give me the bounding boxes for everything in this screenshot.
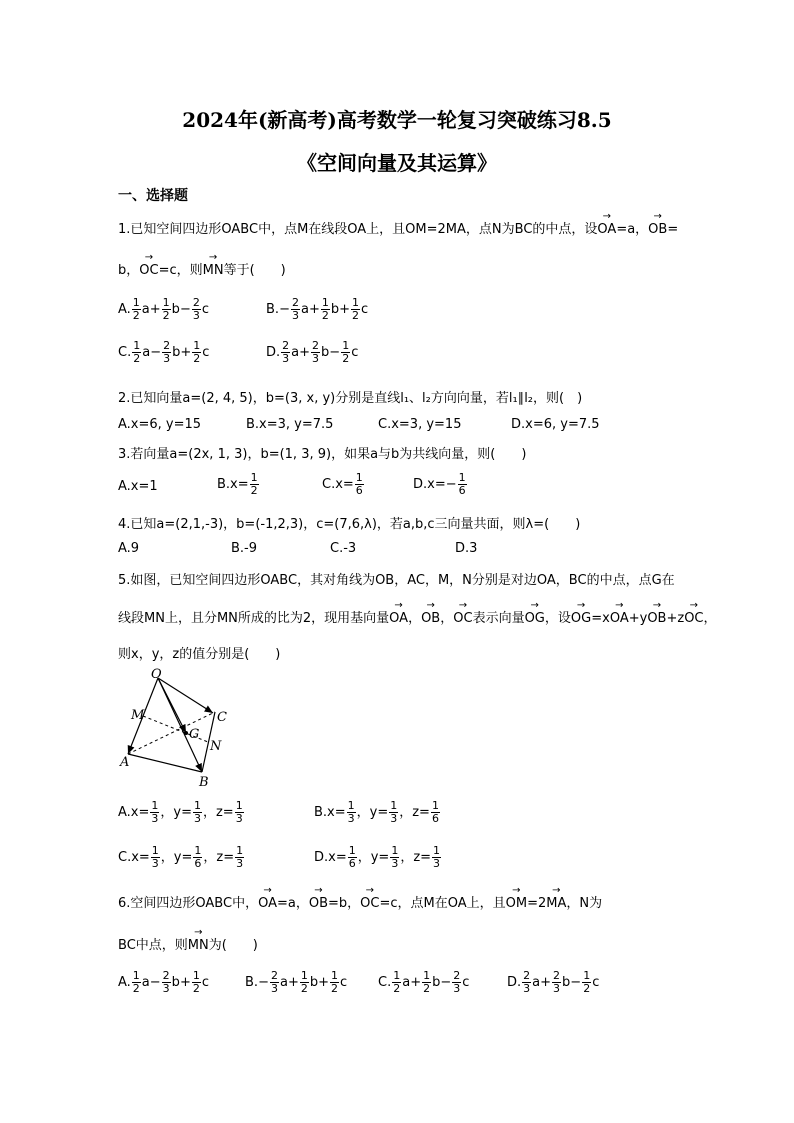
fraction: $\frac{1}{2}$ xyxy=(321,296,329,322)
label-c: C xyxy=(217,710,227,725)
fraction: $\frac{2}{3}$ xyxy=(192,296,200,322)
option-text: C.x= xyxy=(322,477,354,492)
fraction: $\frac{1}{2}$ xyxy=(132,969,140,995)
option-letter: A. xyxy=(118,975,131,990)
var: b xyxy=(309,975,319,990)
vector-oa: → OA xyxy=(597,222,616,237)
label-b: B xyxy=(199,775,209,790)
var: c xyxy=(592,975,600,990)
q6-option-c xyxy=(378,970,469,995)
q5-option-a xyxy=(118,800,245,825)
q1-text: =a， xyxy=(616,222,649,237)
var: b xyxy=(330,302,340,317)
q1-text: b， xyxy=(118,263,140,278)
option-text: D.x= xyxy=(314,850,347,865)
var: a xyxy=(279,975,288,990)
q4-option-a: A.9 xyxy=(118,541,140,556)
option-letter: A. xyxy=(118,302,131,317)
vector-oc: → OC xyxy=(360,896,379,911)
q5-text: 线段MN上，且分MN所成的比为2，现用基向量 xyxy=(118,611,390,626)
q5-text: ，设 xyxy=(544,611,571,626)
fraction: $\frac{2}{3}$ xyxy=(282,339,290,365)
vector-ob: → OB xyxy=(647,611,666,626)
fraction: $\frac{1}{3}$ xyxy=(151,844,159,870)
section-heading: 一、选择题 xyxy=(118,188,188,204)
fraction: $\frac{2}{3}$ xyxy=(453,969,461,995)
option-text: ，y= xyxy=(160,850,193,865)
point-g xyxy=(184,731,188,735)
option-letter: C. xyxy=(378,975,392,990)
fraction: $\frac{1}{2}$ xyxy=(250,471,258,497)
fraction: $\frac{1}{6}$ xyxy=(355,471,363,497)
label-a: A xyxy=(120,755,130,770)
q6-text: 6.空间四边形OABC中， xyxy=(118,896,259,911)
vector-ob: → OB xyxy=(648,222,667,237)
q6-stem-line1 xyxy=(118,892,602,911)
op: + xyxy=(149,302,161,317)
fraction: $\frac{1}{2}$ xyxy=(133,339,141,365)
op: + xyxy=(308,302,320,317)
option-text: C.x= xyxy=(118,850,150,865)
q5-option-d xyxy=(314,845,442,870)
vector-og: → OG xyxy=(525,611,545,626)
q5-text: 表示向量 xyxy=(472,611,525,626)
var: c xyxy=(462,975,470,990)
var: a xyxy=(141,975,150,990)
vector-ma: → MA xyxy=(546,896,566,911)
q5-text: +y xyxy=(628,611,648,626)
q5-option-b xyxy=(314,800,441,825)
fraction: $\frac{1}{2}$ xyxy=(300,969,308,995)
q5-option-c xyxy=(118,845,245,870)
q5-text: +z xyxy=(666,611,685,626)
fraction: $\frac{2}{3}$ xyxy=(270,969,278,995)
fraction: $\frac{1}{3}$ xyxy=(236,844,244,870)
label-m: M xyxy=(131,708,145,723)
q2-option-a: A.x=6, y=15 xyxy=(118,417,202,432)
option-letter: B. xyxy=(266,302,280,317)
fraction: $\frac{1}{2}$ xyxy=(352,296,360,322)
op: − xyxy=(150,345,162,360)
var: b xyxy=(562,975,571,990)
fraction: $\frac{1}{6}$ xyxy=(194,844,202,870)
var: b xyxy=(171,975,180,990)
fraction: $\frac{1}{6}$ xyxy=(348,844,356,870)
q1-stem-line1 xyxy=(118,218,678,237)
op: + xyxy=(180,345,192,360)
var: c xyxy=(201,975,209,990)
q4-option-b: B.-9 xyxy=(231,541,258,556)
q6-option-d xyxy=(507,970,599,995)
q2-option-b: B.x=3, y=7.5 xyxy=(246,417,334,432)
q4-stem: 4.已知a=(2,1,-3)，b=(-1,2,3)，c=(7,6,λ)，若a,b,c三向量共面，则λ=( ) xyxy=(118,517,581,532)
option-text: D.x=− xyxy=(413,477,457,492)
var: b xyxy=(171,302,180,317)
var: b xyxy=(172,345,181,360)
var: a xyxy=(291,345,300,360)
fraction: $\frac{1}{2}$ xyxy=(342,339,350,365)
option-text: B.x= xyxy=(314,805,346,820)
option-letter: D. xyxy=(266,345,281,360)
q1-option-c xyxy=(118,340,209,365)
q1-text: 等于( ) xyxy=(223,263,286,278)
var: a xyxy=(300,302,309,317)
q2-option-d: D.x=6, y=7.5 xyxy=(511,417,600,432)
fraction: $\frac{1}{2}$ xyxy=(162,296,170,322)
var: c xyxy=(361,302,369,317)
fraction: $\frac{1}{3}$ xyxy=(193,799,201,825)
fraction: $\frac{2}{3}$ xyxy=(163,339,171,365)
label-n: N xyxy=(210,739,222,754)
var: b xyxy=(432,975,441,990)
q6-option-b xyxy=(245,970,347,995)
op: − xyxy=(149,975,161,990)
tetrahedron-diagram xyxy=(118,668,238,790)
var: a xyxy=(402,975,411,990)
option-letter: D. xyxy=(507,975,522,990)
q6-option-a xyxy=(118,970,209,995)
op: + xyxy=(318,975,330,990)
label-g: G xyxy=(189,727,200,742)
vector-og: → OG xyxy=(571,611,591,626)
q1-option-a xyxy=(118,297,209,322)
var: a xyxy=(532,975,541,990)
q3-option-b xyxy=(217,472,260,497)
edge-ab xyxy=(128,754,202,772)
op: − xyxy=(258,975,269,990)
q6-text: =c，点M在OA上，且 xyxy=(379,896,506,911)
q1-stem-line2 xyxy=(118,259,286,278)
fraction: $\frac{1}{3}$ xyxy=(151,799,159,825)
vector-mn: → MN xyxy=(203,263,224,278)
label-o: O xyxy=(151,668,162,682)
q4-option-d: D.3 xyxy=(455,541,478,556)
vector-oc: → OC xyxy=(684,611,703,626)
op: + xyxy=(410,975,422,990)
fraction: $\frac{1}{2}$ xyxy=(423,969,431,995)
fraction: $\frac{1}{2}$ xyxy=(331,969,339,995)
vector-oa: → OA xyxy=(610,611,629,626)
vector-oc: → OC xyxy=(139,263,158,278)
op: + xyxy=(299,345,311,360)
fraction: $\frac{1}{3}$ xyxy=(347,799,355,825)
op: + xyxy=(540,975,552,990)
vector-oc: → OC xyxy=(453,611,472,626)
op: + xyxy=(179,975,191,990)
option-text: ，y= xyxy=(356,805,389,820)
op: − xyxy=(570,975,582,990)
doc-title-line2: 《空间向量及其运算》 xyxy=(297,151,497,175)
var: b xyxy=(321,345,330,360)
q6-text: BC中点，则 xyxy=(118,938,188,953)
op: − xyxy=(329,345,341,360)
q4-option-c: C.-3 xyxy=(330,541,357,556)
var: c xyxy=(201,302,209,317)
vector-ob: → OB xyxy=(421,611,440,626)
q3-stem: 3.若向量a=(2x, 1, 3)，b=(1, 3, 9)，如果a与b为共线向量，则( ) xyxy=(118,447,527,462)
doc-title-line1: 2024年(新高考)高考数学一轮复习突破练习8.5 xyxy=(182,108,612,132)
q2-stem: 2.已知向量a=(2, 4, 5)，b=(3, x, y)分别是直线l₁、l₂方向向量，若l₁∥l₂，则( ) xyxy=(118,391,583,406)
q6-stem-line2 xyxy=(118,934,258,953)
q1-option-b xyxy=(266,297,368,322)
fraction: $\frac{1}{6}$ xyxy=(458,471,466,497)
option-letter: C. xyxy=(118,345,132,360)
fraction: $\frac{1}{2}$ xyxy=(193,339,201,365)
fraction: $\frac{1}{3}$ xyxy=(390,799,398,825)
fraction: $\frac{1}{2}$ xyxy=(192,969,200,995)
fraction: $\frac{1}{6}$ xyxy=(431,799,439,825)
q1-text: =c，则 xyxy=(158,263,203,278)
op: − xyxy=(440,975,452,990)
tetrahedron-figure xyxy=(118,668,238,790)
q5-stem-line2 xyxy=(118,607,717,626)
q6-text: ，N为 xyxy=(566,896,603,911)
fraction: $\frac{1}{2}$ xyxy=(132,296,140,322)
fraction: $\frac{1}{3}$ xyxy=(433,844,441,870)
option-text: ，y= xyxy=(160,805,192,820)
q5-stem-line3: 则x，y，z的值分别是( ) xyxy=(118,647,281,662)
option-text: A.x= xyxy=(118,805,150,820)
op: − xyxy=(179,302,191,317)
q5-stem-line1: 5.如图，已知空间四边形OABC，其对角线为OB，AC，M，N分别是对边OA，BC的中点，点G在 xyxy=(118,573,675,588)
vector-oa: → OA xyxy=(389,611,408,626)
var: a xyxy=(141,302,150,317)
q1-text: 1.已知空间四边形OABC中，点M在线段OA上，且OM=2MA，点N为BC的中点，设 xyxy=(118,222,598,237)
var: c xyxy=(340,975,348,990)
q6-text: =2 xyxy=(527,896,547,911)
q3-option-a: A.x=1 xyxy=(118,479,158,494)
var: c xyxy=(351,345,359,360)
option-text: ，z= xyxy=(400,850,432,865)
option-text: ，z= xyxy=(399,805,430,820)
op: + xyxy=(287,975,299,990)
option-letter: B. xyxy=(245,975,259,990)
op: − xyxy=(279,302,290,317)
q1-option-d xyxy=(266,340,358,365)
q5-text: ， xyxy=(408,611,422,626)
op: + xyxy=(339,302,351,317)
q1-text: = xyxy=(667,222,679,237)
option-text: ，y= xyxy=(357,850,390,865)
vector-mn: → MN xyxy=(188,938,209,953)
option-text: B.x= xyxy=(217,477,249,492)
option-text: ，z= xyxy=(203,850,235,865)
q3-option-d xyxy=(413,472,468,497)
q5-text: ， xyxy=(703,611,717,626)
fraction: $\frac{2}{3}$ xyxy=(553,969,561,995)
var: c xyxy=(202,345,210,360)
fraction: $\frac{1}{2}$ xyxy=(583,969,591,995)
vector-om: → OM xyxy=(506,896,527,911)
var: a xyxy=(142,345,151,360)
vector-ob: → OB xyxy=(309,896,328,911)
fraction: $\frac{1}{3}$ xyxy=(391,844,399,870)
q5-text: =x xyxy=(591,611,610,626)
fraction: $\frac{2}{3}$ xyxy=(312,339,320,365)
fraction: $\frac{2}{3}$ xyxy=(523,969,531,995)
fraction: $\frac{1}{2}$ xyxy=(393,969,401,995)
fraction: $\frac{2}{3}$ xyxy=(162,969,170,995)
q6-text: =a， xyxy=(276,896,309,911)
q3-option-c xyxy=(322,472,365,497)
q5-text: ， xyxy=(440,611,454,626)
fraction: $\frac{2}{3}$ xyxy=(291,296,299,322)
fraction: $\frac{1}{3}$ xyxy=(235,799,243,825)
option-text: ，z= xyxy=(202,805,234,820)
q6-text: =b， xyxy=(328,896,361,911)
vector-oa: → OA xyxy=(258,896,277,911)
q2-option-c: C.x=3, y=15 xyxy=(378,417,462,432)
q6-text: 为( ) xyxy=(208,938,258,953)
